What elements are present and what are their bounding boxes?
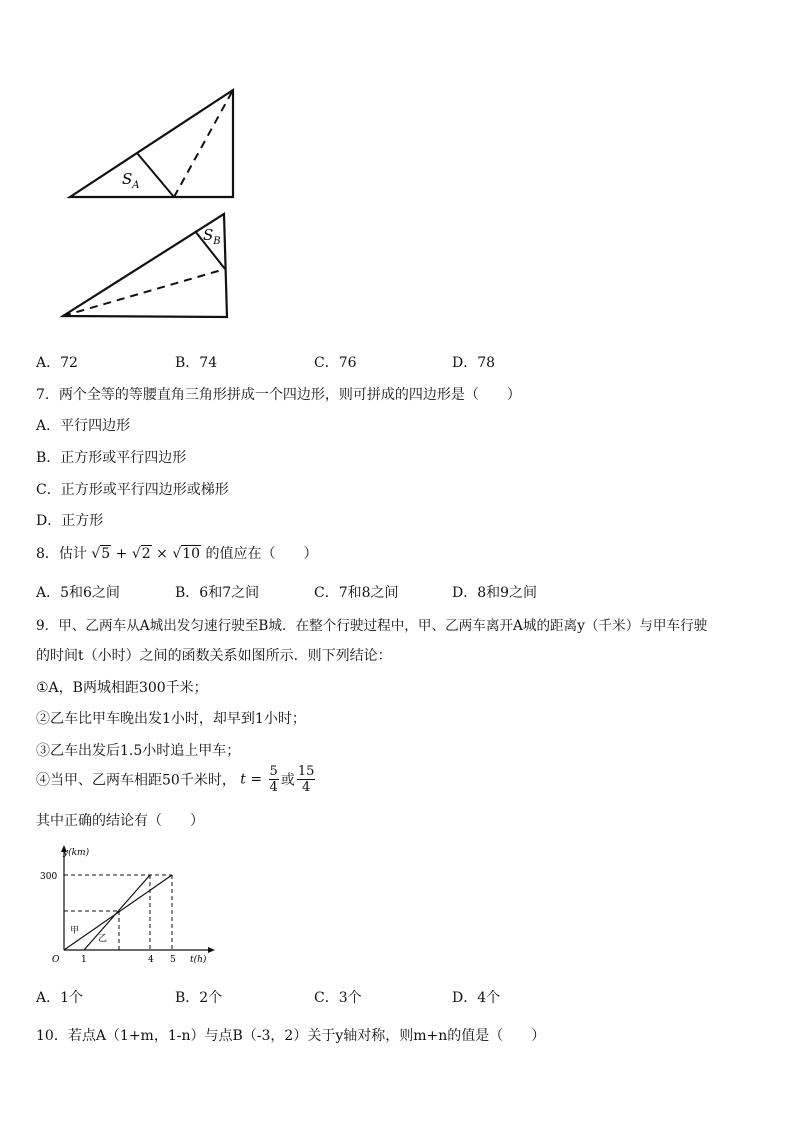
q8-suffix: 的值应在（ ）: [205, 546, 318, 562]
line-yi-label: 乙: [98, 934, 108, 944]
q6-option-c: C．76: [314, 355, 357, 371]
origin-label: O: [52, 955, 60, 965]
q6-option-d: D．78: [452, 355, 496, 371]
q10-stem: 10．若点A（1+m，1-n）与点B（-3，2）关于y轴对称，则m+n的值是（ ）: [36, 1028, 546, 1044]
sqrt-2: √2: [131, 546, 151, 562]
q8-plus: +: [115, 546, 128, 562]
q9-option-c: C．3个: [314, 990, 362, 1006]
triangle-a: [70, 90, 233, 197]
q7-option-d: D．正方形: [36, 513, 104, 529]
y-tick-300: 300: [40, 872, 58, 882]
q9-stem-line2: 的时间t（小时）之间的函数关系如图所示．则下列结论：: [36, 648, 392, 664]
q8-option-b: B．6和7之间: [175, 585, 260, 601]
fraction-15-4: $\frac{15}{4}$: [297, 764, 315, 795]
q7-option-b: B．正方形或平行四边形: [36, 450, 187, 466]
triangle-b-dashed-line: [63, 269, 225, 316]
q6-option-a: A．72: [36, 355, 78, 371]
q9-conclusion-1: ①A，B两城相距300千米；: [36, 680, 208, 696]
q9-stem-line1: 9．甲、乙两车从A城出发匀速行驶至B城．在整个行驶过程中，甲、乙两车离开A城的距离y（千米）与甲车行驶: [36, 618, 708, 634]
q8-option-a: A．5和6之间: [36, 585, 120, 601]
x-tick-1: 1: [81, 955, 87, 965]
q8-prefix: 8．估计: [36, 546, 87, 562]
q7-option-a: A．平行四边形: [36, 418, 131, 434]
label-sa: $S_A$: [122, 170, 140, 191]
q9-c4-or: 或: [280, 772, 295, 789]
q8-times: ×: [156, 546, 168, 562]
q8-stem: [36, 543, 318, 563]
sqrt-10: √10: [172, 546, 201, 562]
sqrt-5: √5: [91, 546, 111, 562]
line-jia: [64, 875, 172, 950]
q7-stem: 7．两个全等的等腰直角三角形拼成一个四边形，则可拼成的四边形是（ ）: [36, 387, 521, 403]
triangle-a-inner-segment: [137, 153, 174, 197]
line-yi: [84, 875, 150, 950]
q9-graph: [30, 840, 220, 970]
q9-conclusion-3: ③乙车出发后1.5小时追上甲车；: [36, 743, 241, 759]
q9-option-b: B．2个: [175, 990, 223, 1006]
triangle-a-dashed-line: [174, 90, 233, 197]
x-tick-4: 4: [148, 955, 154, 965]
q9-closing: 其中正确的结论有（ ）: [36, 813, 204, 829]
x-axis-label: t(h): [190, 955, 207, 965]
label-sb: $S_B$: [203, 226, 221, 247]
q9-conclusion-2: ②乙车比甲车晚出发1小时，却早到1小时；: [36, 711, 306, 727]
q9-conclusion-4: [36, 764, 317, 795]
line-jia-label: 甲: [70, 926, 80, 936]
q9-c4-prefix: ④当甲、乙两车相距50千米时，: [36, 772, 236, 789]
q6-option-b: B．74: [175, 355, 218, 371]
x-axis-arrow: [208, 947, 215, 953]
q7-option-c: C．正方形或平行四边形或梯形: [36, 482, 229, 498]
q8-option-c: C．7和8之间: [314, 585, 399, 601]
fraction-5-4: $\frac{5}{4}$: [269, 764, 278, 795]
y-axis-label: y(km): [63, 848, 90, 858]
q9-c4-var: t =: [240, 771, 263, 788]
q8-option-d: D．8和9之间: [452, 585, 538, 601]
q9-option-d: D．4个: [452, 990, 501, 1006]
q9-option-a: A．1个: [36, 990, 84, 1006]
q6-figure: [0, 0, 260, 330]
x-tick-5: 5: [170, 955, 176, 965]
